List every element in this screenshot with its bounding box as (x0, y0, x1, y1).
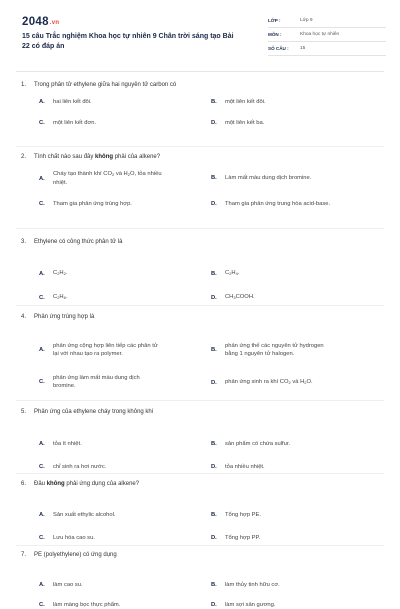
option-text (53, 269, 67, 278)
option-b[interactable] (211, 511, 381, 519)
option-letter: D. (211, 535, 217, 541)
option-letter: B. (211, 441, 217, 447)
text-part: lại với nhau tạo ra polymer. (53, 351, 123, 357)
subscript: 2 (229, 271, 232, 276)
option-text: hai liên kết đôi. (53, 99, 92, 105)
option-text: Tổng hợp PP. (225, 535, 261, 541)
info-table (268, 14, 386, 56)
option-c[interactable] (39, 601, 204, 609)
option-b[interactable] (211, 98, 381, 106)
option-letter: C. (39, 602, 45, 608)
question-number: 7. (21, 552, 27, 558)
question-separator (16, 146, 384, 147)
option-letter: D. (211, 120, 217, 126)
info-key: SỐ CÂU : (268, 46, 289, 51)
info-key: MÔN : (268, 32, 282, 37)
option-text: Làm mất màu dung dịch bromine. (225, 175, 312, 181)
option-letter: A. (39, 441, 45, 447)
info-row-count (268, 42, 386, 56)
option-text: làm thủy tinh hữu cơ. (225, 582, 280, 588)
option-c[interactable] (39, 534, 204, 542)
question-1 (16, 81, 384, 126)
subscript: 2 (57, 295, 60, 300)
option-a[interactable] (39, 581, 204, 589)
option-text (53, 170, 162, 187)
logo-suffix: .vn (49, 20, 60, 26)
question-separator (16, 473, 384, 474)
option-letter: A. (39, 175, 45, 182)
stem-emphasis: không (95, 154, 114, 160)
option-a[interactable] (39, 98, 204, 106)
text-part: C (225, 270, 230, 276)
option-letter: A. (39, 512, 45, 518)
option-text: một liên kết đơn. (53, 120, 97, 126)
question-4 (16, 313, 384, 389)
question-text (34, 480, 139, 488)
stem-emphasis: không (46, 481, 65, 487)
text-part: và H (290, 379, 305, 385)
text-part: phản ứng sinh ra khí CO (225, 379, 289, 385)
text-part: CH (225, 294, 234, 300)
question-6 (16, 480, 384, 541)
option-d[interactable] (211, 293, 381, 302)
option-letter: B. (211, 512, 217, 518)
option-letter: D. (211, 602, 217, 608)
option-text (225, 378, 313, 387)
option-b[interactable] (211, 174, 381, 182)
option-letter: D. (211, 464, 217, 470)
subscript: 6 (63, 295, 66, 300)
option-text (225, 269, 239, 278)
text-part: Cháy tạo thành khí CO (53, 171, 112, 177)
question-text: PE (polyethylene) có ứng dụng (34, 552, 117, 558)
option-a[interactable] (39, 170, 204, 187)
option-letter: A. (39, 99, 45, 105)
site-logo[interactable] (22, 16, 59, 28)
subscript: 2 (63, 271, 66, 276)
question-stem (16, 480, 384, 488)
stem-part: Tính chất nào sau đây (34, 154, 96, 160)
option-a[interactable] (39, 269, 204, 278)
question-text: Phản ứng trùng hợp là (34, 314, 95, 320)
option-letter: A. (39, 270, 45, 277)
question-text: Trong phân tử ethylene giữa hai nguyên tử carbon có (34, 82, 177, 88)
option-text: làm màng bọc thực phẩm. (53, 602, 121, 608)
option-letter: B. (211, 175, 217, 181)
option-d[interactable] (211, 378, 381, 387)
option-c[interactable] (39, 119, 204, 127)
question-stem (16, 313, 384, 321)
question-stem (16, 408, 384, 416)
option-letter: C. (39, 379, 45, 385)
option-c[interactable] (39, 200, 204, 208)
option-text: sản phẩm có chứa sulfur. (225, 441, 291, 447)
text-part: O. (306, 379, 313, 385)
option-letter: C. (39, 464, 45, 470)
header-divider (16, 71, 384, 72)
option-text: Sản xuất ethylic alcohol. (53, 512, 116, 518)
option-a[interactable] (39, 342, 204, 358)
subscript: 2 (304, 380, 307, 385)
option-text: tỏa ít nhiệt. (53, 441, 82, 447)
stem-part: Đâu (34, 481, 47, 487)
text-part: H (59, 270, 64, 276)
question-number: 6. (21, 481, 27, 487)
text-part: . (65, 294, 68, 300)
option-text (225, 293, 255, 302)
text-part: C (53, 294, 58, 300)
text-part: bromine. (53, 383, 76, 389)
option-b[interactable] (211, 269, 381, 278)
question-2 (16, 153, 384, 207)
page-header (16, 14, 386, 62)
option-text (225, 342, 324, 358)
text-part: . (237, 270, 240, 276)
option-a[interactable] (39, 511, 204, 519)
subscript: 4 (235, 271, 238, 276)
question-number: 4. (21, 314, 27, 320)
text-part: O, tỏa nhiều (129, 171, 162, 177)
page-title: 15 câu Trắc nghiệm Khoa học tự nhiên 9 Chân trời sáng tạo Bài 22 có đáp án (22, 33, 234, 50)
option-letter: C. (39, 120, 45, 126)
text-part: COOH. (235, 294, 255, 300)
option-letter: C. (39, 201, 45, 207)
option-letter: B. (211, 270, 217, 277)
option-text: tỏa nhiều nhiệt. (225, 464, 265, 470)
option-letter: D. (211, 294, 217, 301)
option-text: chỉ sinh ra hơi nước. (53, 464, 107, 470)
option-letter: C. (39, 294, 45, 301)
text-part: H (231, 270, 236, 276)
option-letter: D. (211, 201, 217, 207)
question-separator (16, 545, 384, 546)
option-d[interactable] (211, 601, 381, 609)
text-part: bằng 1 nguyên tử halogen. (225, 351, 295, 357)
text-part: phản ứng thế các nguyên tử hydrogen (225, 343, 324, 349)
option-letter: A. (39, 582, 45, 588)
question-number: 1. (21, 82, 27, 88)
subscript: 2 (127, 172, 130, 177)
question-stem (16, 153, 384, 161)
subscript: 2 (57, 271, 60, 276)
subscript: 3 (233, 295, 236, 300)
text-part: và H (114, 171, 128, 177)
option-c[interactable] (39, 463, 204, 471)
text-part: . (65, 270, 68, 276)
text-part: nhiệt. (53, 180, 68, 186)
question-number: 3. (21, 239, 27, 245)
question-number: 5. (21, 409, 27, 415)
option-b[interactable] (211, 440, 381, 448)
option-d[interactable] (211, 119, 381, 127)
question-text: Ethylene có công thức phân tử là (34, 239, 123, 245)
question-text: Phản ứng của ethylene cháy trong không khí (34, 409, 154, 415)
option-letter: B. (211, 347, 217, 353)
option-text: một liên kết đôi. (225, 99, 266, 105)
option-d[interactable] (211, 200, 381, 208)
option-letter: C. (39, 535, 45, 541)
question-number: 2. (21, 154, 27, 160)
option-letter: A. (39, 347, 45, 353)
stem-part: phải của alkene? (113, 154, 161, 160)
stem-part: phải ứng dụng của alkene? (64, 481, 140, 487)
option-text: Tham gia phản ứng trùng hợp. (53, 201, 132, 207)
question-stem (16, 238, 384, 246)
question-7 (16, 551, 384, 608)
question-separator (16, 305, 384, 306)
option-letter: D. (211, 379, 217, 386)
text-part: H (59, 294, 64, 300)
option-text (53, 293, 67, 302)
option-b[interactable] (211, 342, 381, 358)
option-letter: B. (211, 99, 217, 105)
subscript: 2 (111, 172, 115, 177)
subscript: 2 (288, 380, 291, 385)
option-d[interactable] (211, 534, 381, 542)
option-c[interactable] (39, 293, 204, 302)
info-value: Lớp 9 (300, 18, 313, 23)
question-3 (16, 238, 384, 301)
question-separator (16, 400, 384, 401)
option-letter: B. (211, 582, 217, 588)
info-row-subject (268, 28, 386, 42)
option-text: Tham gia phản ứng trung hòa acid-base. (225, 201, 331, 207)
option-text: một liên kết ba. (225, 120, 265, 126)
info-value: 15 (300, 46, 306, 51)
option-a[interactable] (39, 440, 204, 448)
question-text (34, 153, 160, 161)
option-text: Lưu hóa cao su. (53, 535, 95, 541)
info-row-class (268, 14, 386, 28)
info-value: Khoa học tự nhiên (300, 32, 340, 37)
option-b[interactable] (211, 581, 381, 589)
option-text (53, 374, 140, 390)
text-part: C (53, 270, 58, 276)
text-part: phản ứng làm mất màu dung dịch (53, 375, 140, 381)
option-text: làm sợi sản gương. (225, 602, 276, 608)
text-part: phản ứng cộng hợp liên tiếp các phân tử (53, 343, 158, 349)
option-d[interactable] (211, 463, 381, 471)
question-stem (16, 81, 384, 89)
question-5 (16, 408, 384, 470)
question-separator (16, 228, 384, 229)
logo-text: 2048 (22, 16, 49, 28)
option-text: Tổng hợp PE. (225, 512, 262, 518)
option-text (53, 342, 158, 358)
option-c[interactable] (39, 374, 204, 390)
info-key: LỚP : (268, 18, 281, 23)
option-text: làm cao su. (53, 582, 83, 588)
question-stem (16, 551, 384, 559)
